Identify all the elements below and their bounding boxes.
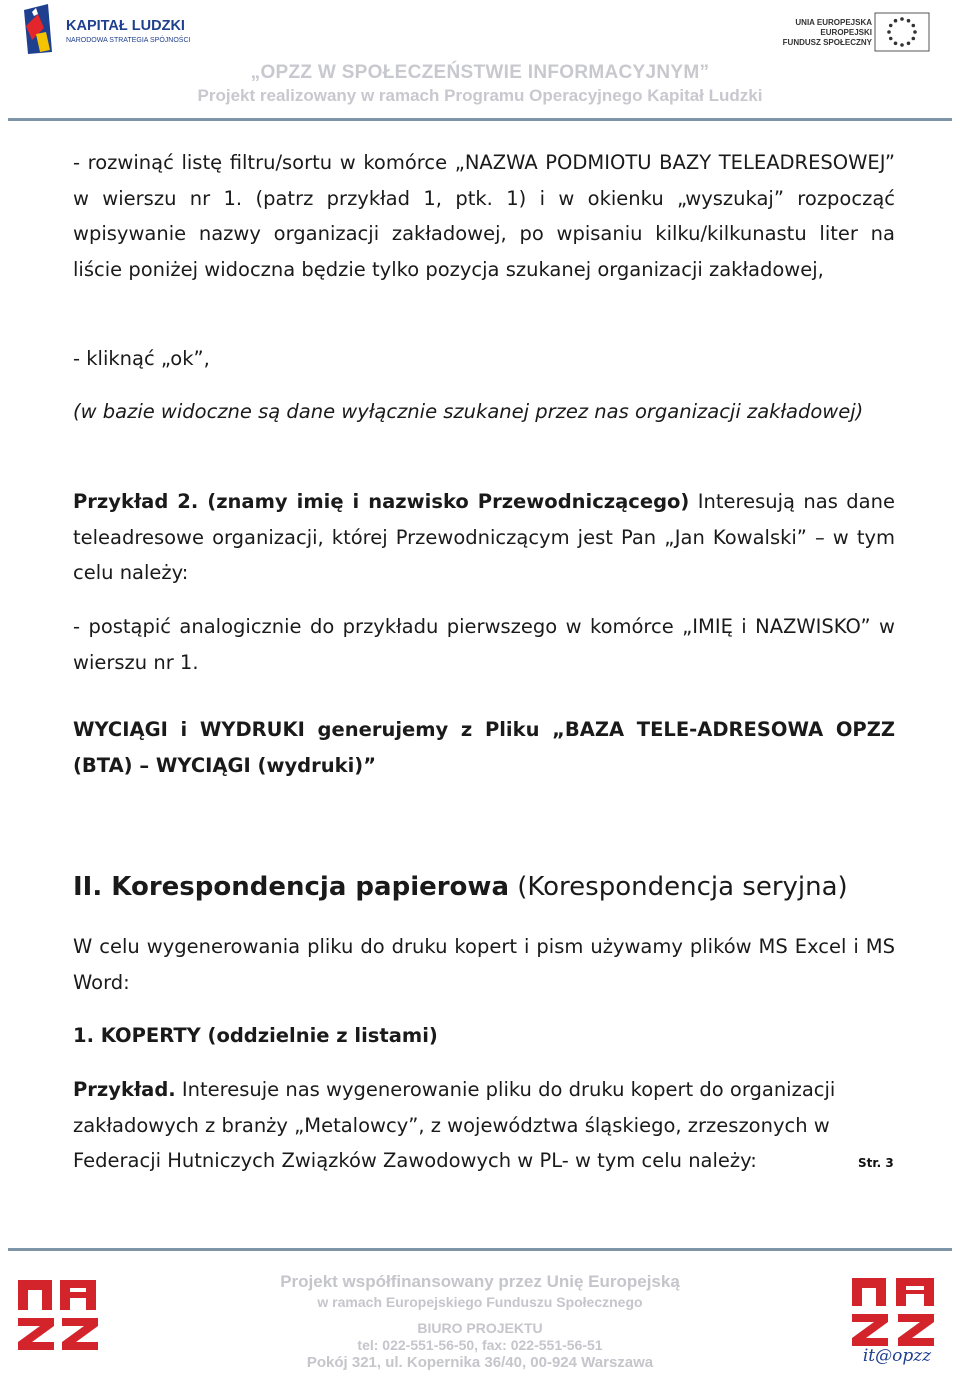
paragraph-example-2: [73, 484, 895, 591]
opzz-it-tagline: it@opzz: [862, 1346, 932, 1366]
section-heading-bold: II. Korespondencja papierowa: [73, 872, 509, 902]
paragraph-example-envelopes: [73, 1072, 863, 1179]
section-heading: [73, 869, 895, 905]
footer-cofinance: Projekt współfinansowany przez Unię Europejską: [280, 1272, 680, 1291]
footer-divider: [8, 1248, 952, 1251]
footer-address: Pokój 321, ul. Kopernika 36/40, 00-924 Warszawa: [306, 1354, 654, 1371]
header-title: „OPZZ W SPOŁECZEŃSTWIE INFORMACYJNYM”: [250, 62, 710, 83]
ue-efs-logo: [782, 12, 932, 54]
kl-title: KAPITAŁ LUDZKI: [66, 18, 185, 34]
ue-line-2: EUROPEJSKI: [820, 28, 872, 37]
example-text: Interesuje nas wygenerowanie pliku do druku kopert do organizacji zakładowych z branży „Metalowcy”, z województwa śląskiego, zrzeszonych w Federacji Hutniczych Związków Zawodowych w PL- w tym celu należy:: [73, 1078, 836, 1172]
subheading-envelopes: 1. KOPERTY (oddzielnie z listami): [73, 1024, 438, 1047]
ue-line-1: UNIA EUROPEJSKA: [795, 18, 872, 27]
paragraph-click-ok: - kliknąć „ok”,: [73, 347, 210, 370]
paragraph-extracts-note: WYCIĄGI i WYDRUKI generujemy z Pliku „BAZA TELE-ADRESOWA OPZZ (BTA) – WYCIĄGI (wydruki)”: [73, 718, 895, 777]
opzz-it-logo-right: [850, 1276, 940, 1368]
header-subtitle: Projekt realizowany w ramach Programu Operacyjnego Kapitał Ludzki: [197, 86, 763, 105]
header-divider: [8, 118, 952, 121]
ue-line-3: FUNDUSZ SPOŁECZNY: [782, 38, 872, 47]
paragraph-filter-instructions: - rozwinąć listę filtru/sortu w komórce „NAZWA PODMIOTU BAZY TELEADRESOWEJ” w wierszu nr 1. (patrz przykład 1, ptk. 1) i w okienku „wyszukaj” rozpocząć wpisywanie nazwy organizacji zakładowej, po wpisaniu kilku/kilkunastu liter na liście poniżej widoczna będzie tylko pozycja szukanej organizacji zakładowej,: [73, 151, 895, 281]
paragraph-ms-files: W celu wygenerowania pliku do druku kopert i pism używamy plików MS Excel i MS Word:: [73, 935, 895, 994]
example-label: Przykład.: [73, 1078, 176, 1101]
section-heading-rest: (Korespondencja seryjna): [508, 872, 848, 902]
kapital-ludzki-logo: [22, 4, 192, 56]
paragraph-analogous-step: - postąpić analogicznie do przykładu pierwszego w komórce „IMIĘ i NAZWISKO” w wierszu nr 1.: [73, 615, 895, 674]
footer-office: BIURO PROJEKTU: [417, 1320, 543, 1336]
footer-phone: tel: 022-551-56-50, fax: 022-551-56-51: [357, 1337, 603, 1353]
example-2-text: Interesują nas dane teleadresowe organizacji, której Przewodniczącym jest Pan „Jan Kowalski” – w tym celu należy:: [73, 490, 895, 584]
kl-subtitle: NARODOWA STRATEGIA SPÓJNOŚCI: [66, 37, 191, 44]
example-2-label: Przykład 2. (znamy imię i nazwisko Przewodniczącego): [73, 490, 690, 513]
paragraph-note-italic: (w bazie widoczne są dane wyłącznie szukanej przez nas organizacji zakładowej): [73, 400, 864, 423]
page-number: Str. 3: [858, 1156, 894, 1170]
opzz-logo-icon: [850, 1276, 940, 1348]
eu-flag-icon: [874, 12, 930, 52]
footer-efs: w ramach Europejskiego Funduszu Społecznego: [317, 1294, 643, 1310]
